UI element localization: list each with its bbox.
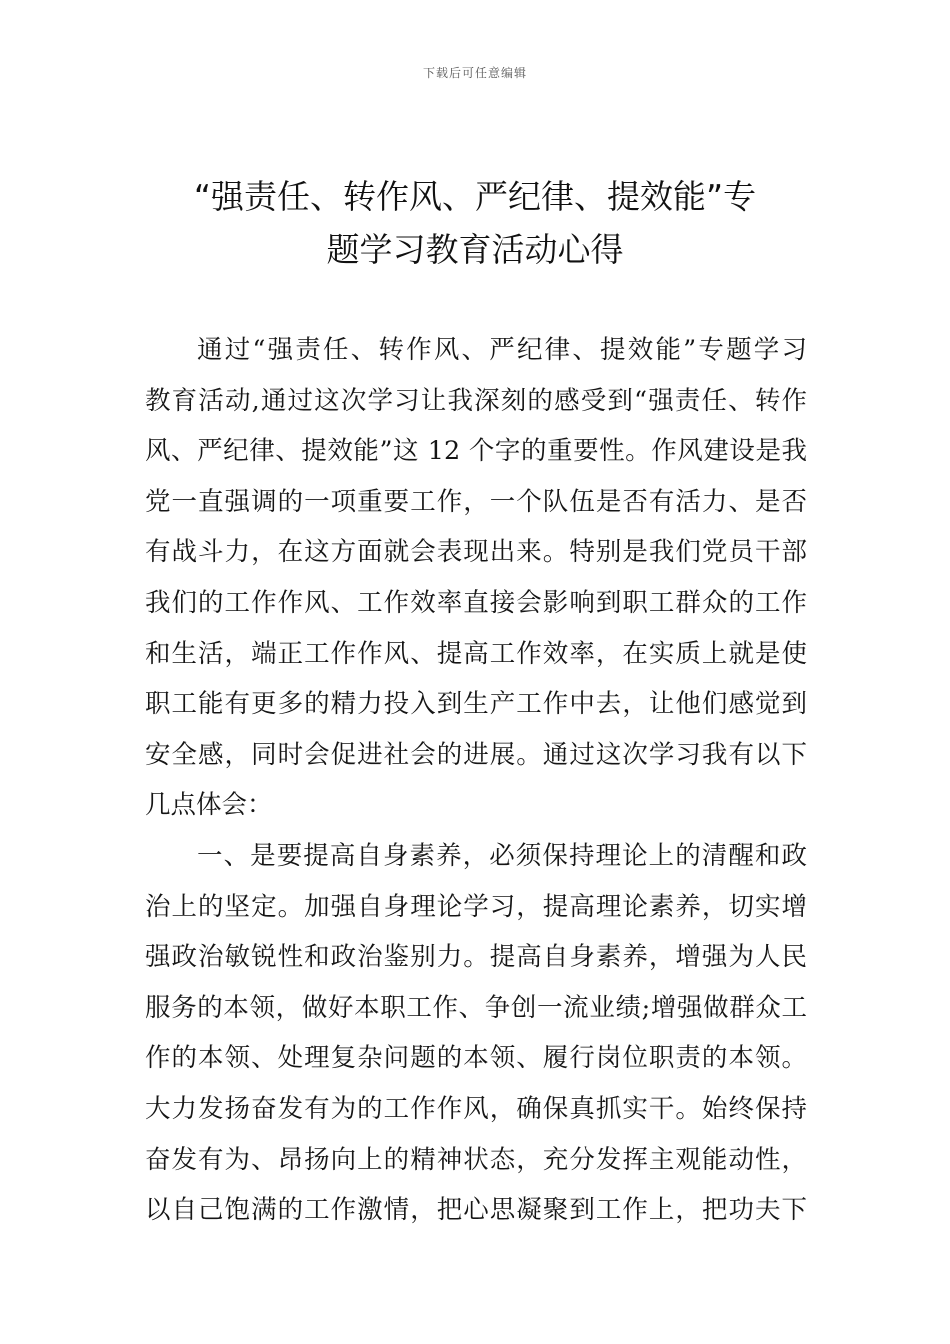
title-line-2: 题学习教育活动心得 [326,230,624,269]
paragraph-line: 和生活，端正工作作风、提高工作效率，在实质上就是使 [145,638,807,669]
paragraph-line: 强政治敏锐性和政治鉴别力。提高自身素养，增强为人民 [145,942,807,973]
paragraph-line: 大力发扬奋发有为的工作作风，确保真抓实干。始终保持 [145,1093,807,1124]
document-title [140,170,810,276]
header-note: 下载后可任意编辑 [422,66,527,80]
paragraph-line: 职工能有更多的精力投入到生产工作中去，让他们感觉到 [145,689,807,720]
paragraph-line: 奋发有为、昂扬向上的精神状态，充分发挥主观能动性， [145,1144,807,1175]
paragraph-line: 以自己饱满的工作激情，把心思凝聚到工作上，把功夫下 [145,1195,807,1226]
paragraph-line: 一、是要提高自身素养，必须保持理论上的清醒和政 [197,840,807,871]
paragraph-line: 安全感，同时会促进社会的进展。通过这次学习我有以下 [145,739,807,770]
paragraph-line: 治上的坚定。加强自身理论学习，提高理论素养，切实增 [145,891,807,922]
paragraph-line: 风、严纪律、提效能”这 12 个字的重要性。作风建设是我 [145,436,807,467]
paragraph-line: 通过“强责任、转作风、严纪律、提效能”专题学习 [197,335,807,365]
paragraph-line: 几点体会： [145,790,273,821]
body-text [145,325,807,1236]
title-line-1: “强责任、转作风、严纪律、提效能”专 [193,177,757,216]
paragraph-line: 服务的本领，做好本职工作、争创一流业绩;增强做群众工 [145,992,807,1023]
paragraph-line: 党一直强调的一项重要工作，一个队伍是否有活力、是否 [145,486,807,517]
paragraph-line: 作的本领、处理复杂问题的本领、履行岗位职责的本领。 [145,1043,807,1074]
paragraph-line: 教育活动,通过这次学习让我深刻的感受到“强责任、转作 [145,385,807,416]
paragraph-line: 我们的工作作风、工作效率直接会影响到职工群众的工作 [145,587,807,618]
paragraph-line: 有战斗力，在这方面就会表现出来。特别是我们党员干部 [145,537,807,568]
